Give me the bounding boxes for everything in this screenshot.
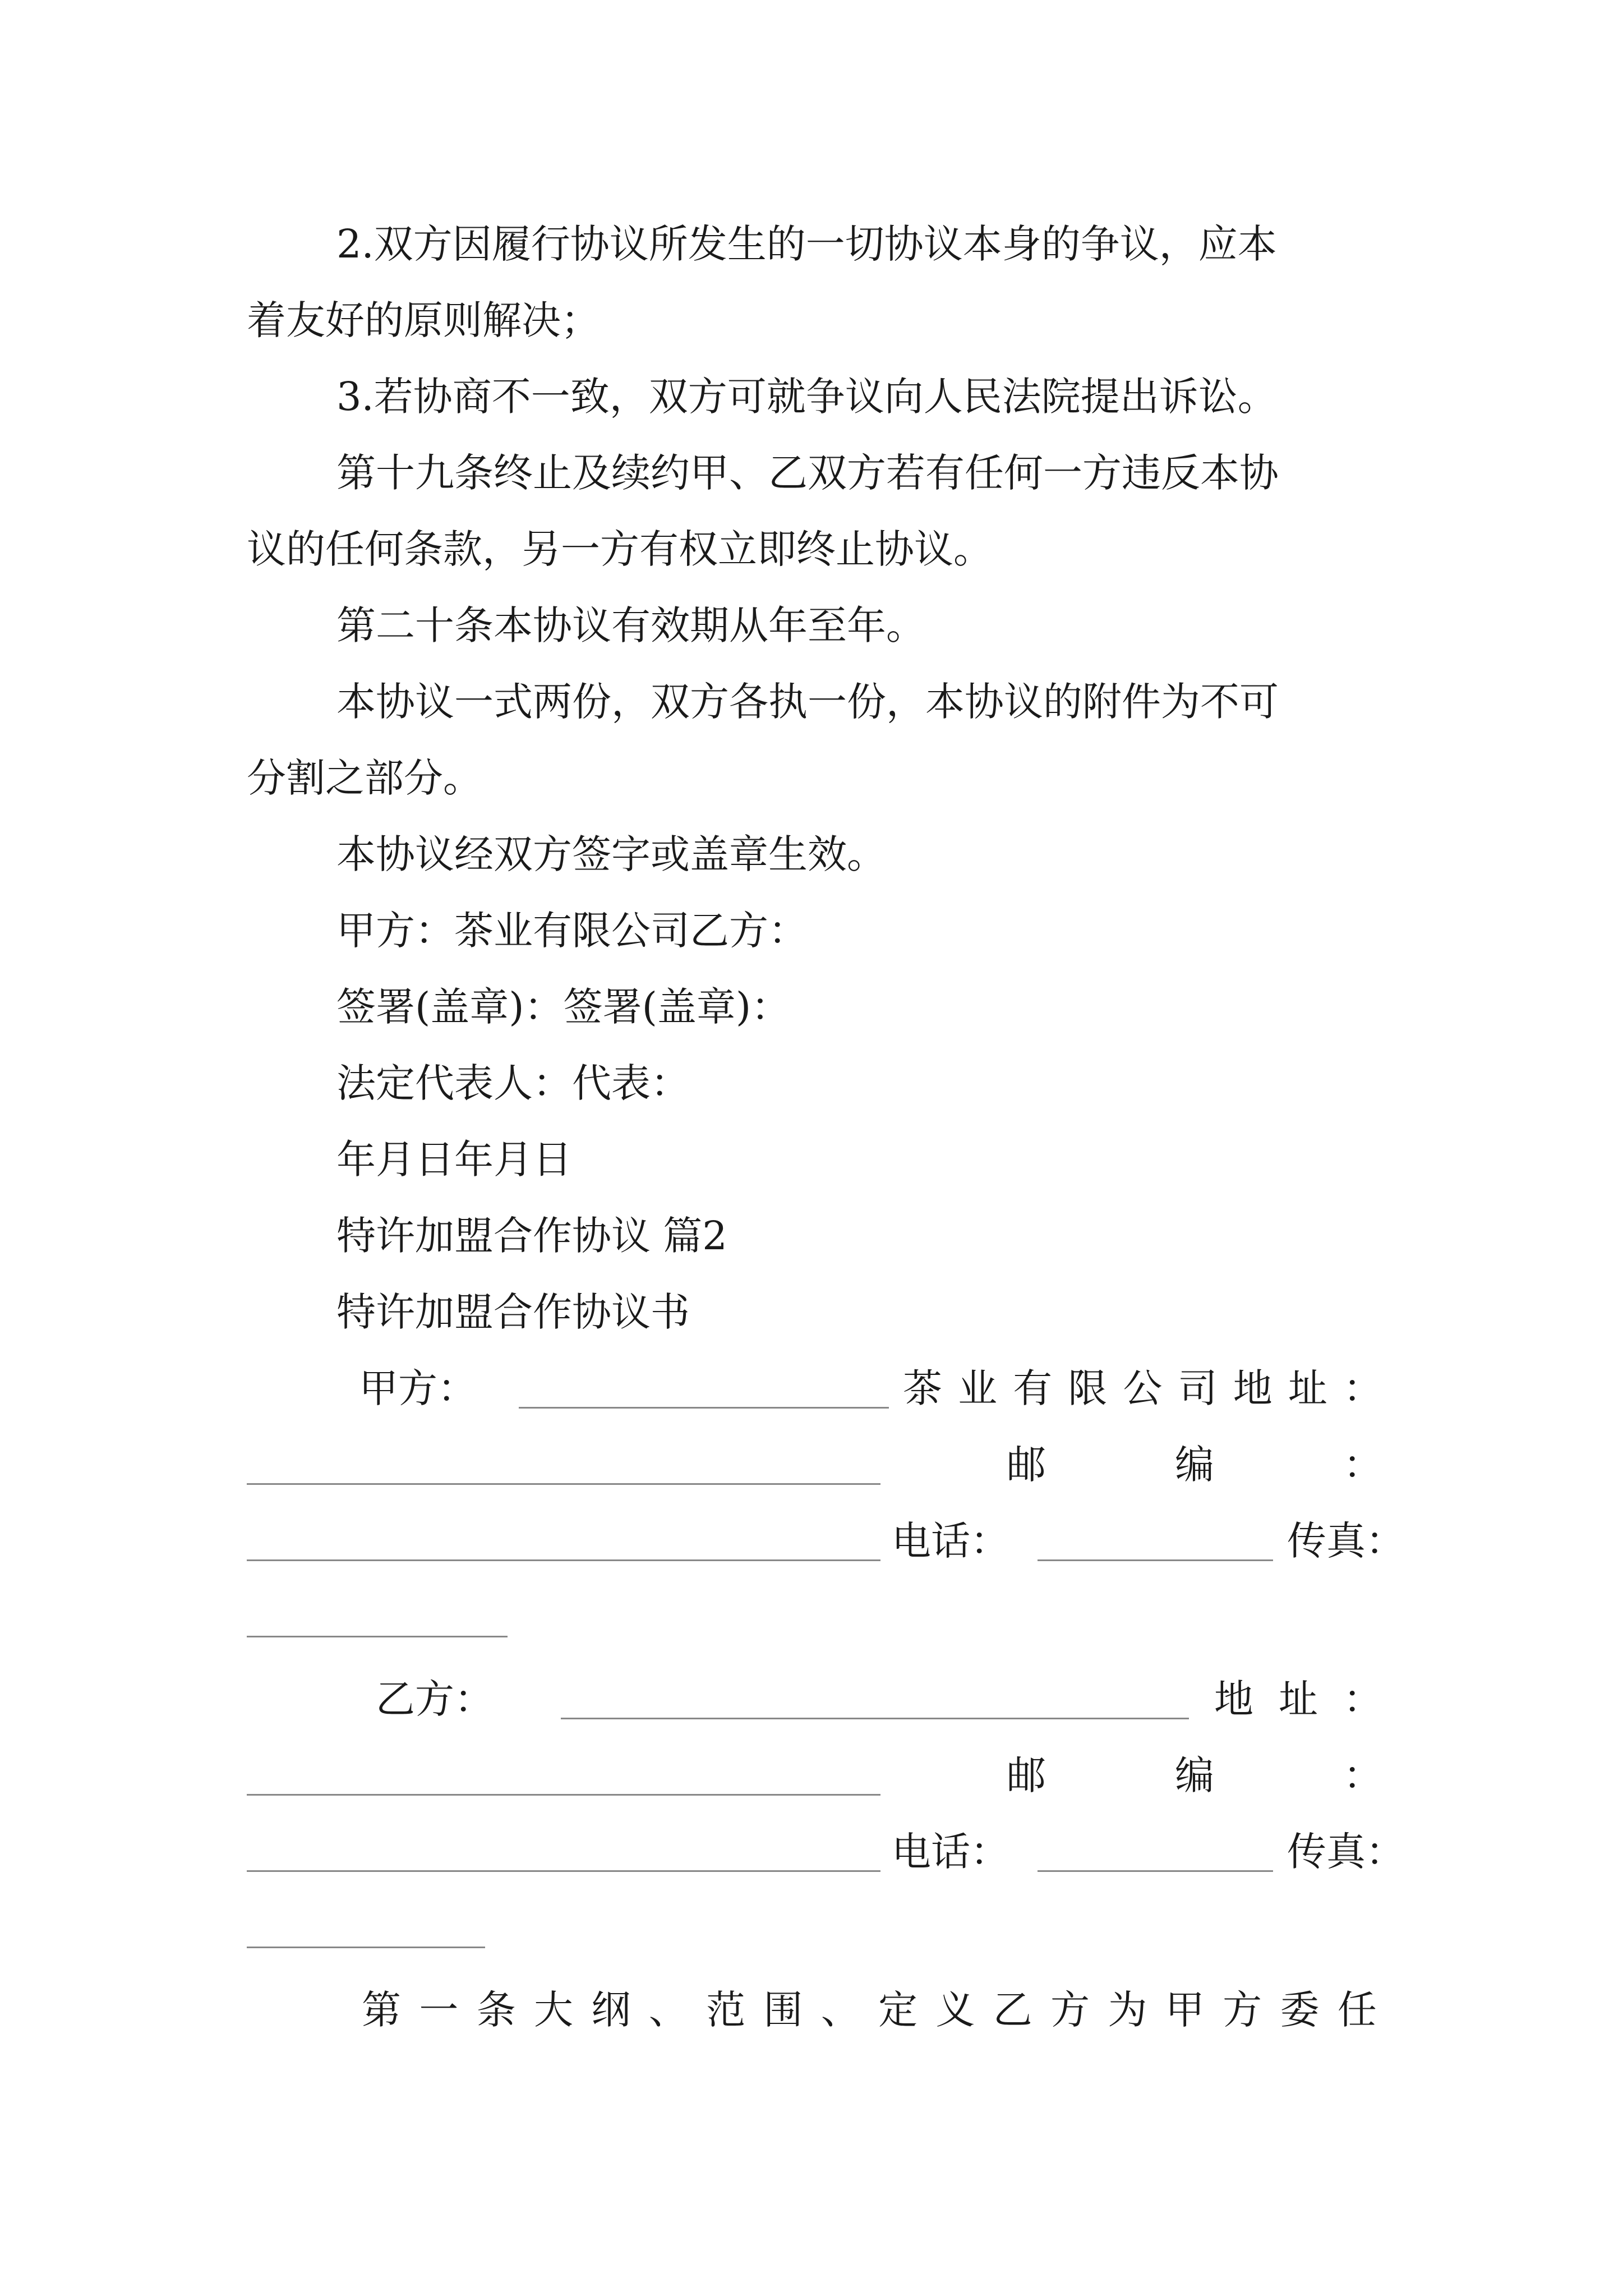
party-b-phone-label: 电话：: [892, 1829, 1009, 1875]
paragraph-dispute-line2: 着友好的原则解决；: [247, 297, 600, 343]
paragraph-dispute-line1: 2.双方因履行协议所发生的一切协议本身的争议，应本: [336, 221, 1277, 267]
signature-date: 年月日年月日: [336, 1137, 572, 1182]
paragraph-effective: 本协议经双方签字或盖章生效。: [336, 831, 886, 877]
party-a-phone-label: 电话：: [892, 1518, 1009, 1564]
party-a-name-blank: [519, 1407, 889, 1409]
party-a-fax-label: 传真：: [1287, 1518, 1405, 1564]
paragraph-article19-line1: 第十九条终止及续约甲、乙双方若有任何一方违反本协: [336, 450, 1279, 496]
signature-parties: 甲方：茶业有限公司乙方：: [336, 908, 808, 954]
party-b-fax-blank: [247, 1947, 485, 1948]
party-a-postcode-label: 邮 编 ：: [1007, 1442, 1382, 1488]
party-a-company-address-label: 茶 业 有 限 公 司 地 址 ：: [903, 1365, 1382, 1411]
document-title: 特许加盟合作协议书: [336, 1289, 690, 1335]
paragraph-article19-line2: 议的任何条款，另一方有权立即终止协议。: [247, 526, 993, 572]
paragraph-copies-line1: 本协议一式两份，双方各执一份，本协议的附件为不可: [336, 679, 1279, 725]
party-b-address-label: 地 址 ：: [1214, 1676, 1382, 1722]
party-b-label: 乙 方 ：: [376, 1676, 494, 1722]
party-a-address-blank: [247, 1483, 880, 1485]
party-b-postcode-blank: [247, 1870, 880, 1872]
party-b-address-blank: [247, 1794, 880, 1796]
paragraph-copies-line2: 分割之部分。: [247, 755, 482, 801]
article1-heading-line: 第 一 条 大 纲 、 范 围 、 定 义 乙 方 为 甲 方 委 任: [362, 1987, 1377, 2033]
party-b-name-blank: [561, 1718, 1189, 1719]
party-b-phone-blank: [1038, 1870, 1273, 1872]
party-a-phone-blank: [1038, 1559, 1273, 1561]
paragraph-article20: 第二十条本协议有效期从年至年。: [336, 602, 925, 648]
signature-representative: 法定代表人：代表：: [336, 1060, 690, 1106]
party-b-postcode-label: 邮 编 ：: [1007, 1752, 1382, 1798]
party-a-postcode-blank: [247, 1559, 880, 1561]
party-a-label: 甲 方 ：: [359, 1365, 477, 1411]
party-a-fax-blank: [247, 1636, 508, 1637]
party-b-fax-label: 传真：: [1287, 1829, 1405, 1875]
section-heading-part2: 特许加盟合作协议 篇2: [336, 1213, 727, 1259]
paragraph-litigation: 3.若协商不一致，双方可就争议向人民法院提出诉讼。: [336, 374, 1277, 420]
signature-seal: 签署(盖章)：签署(盖章)：: [336, 984, 791, 1030]
